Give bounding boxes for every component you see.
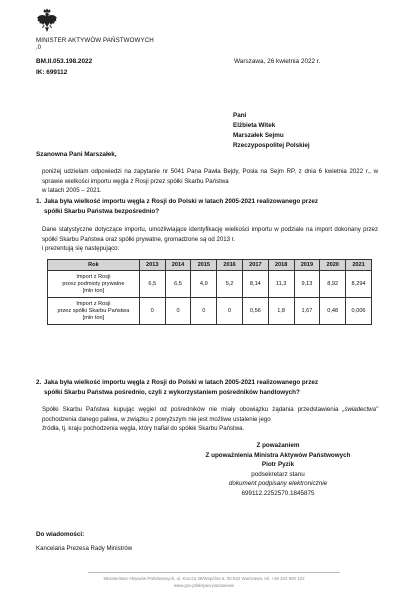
table-cell: 0	[191, 298, 217, 325]
addressee-line: Pani	[233, 112, 247, 119]
question-number: 2.	[36, 379, 42, 386]
answer-last-line: i prezentują się następująco:	[42, 245, 120, 253]
table-header-row	[48, 260, 372, 271]
question-2	[36, 378, 380, 398]
signature-note: dokument podpisany elektronicznie	[228, 480, 328, 488]
answer-last-line: źródła, tj. kraju pochodzenia węgla, który trafiał do spółek Skarbu Państwa.	[42, 425, 245, 433]
authority: Z upoważnienia Ministra Aktywów Państwowych	[205, 451, 351, 459]
place-date: Warszawa, 26 kwietnia 2022 r.	[234, 58, 321, 65]
year-header: 2015	[191, 260, 217, 271]
table-cell: 0	[165, 298, 191, 325]
footer-address: Ministerstwo Aktywów Państwowych, ul. Krucza 36/Wspólna 6, 00-522 Warszawa, tel. +48 222 500 122	[103, 576, 305, 581]
table-cell: 0,48	[320, 298, 346, 325]
intro-last-line: w latach 2005 – 2021.	[42, 187, 102, 195]
row-label-line: Import z Rosji	[76, 300, 111, 307]
row-label-line: przez spółki Skarbu Państwa	[57, 307, 130, 314]
table-row	[48, 298, 372, 325]
table-cell: 8,294	[346, 271, 372, 298]
addressee-line: Marszałek Sejmu	[233, 132, 284, 139]
answer-italic: „świadectwa”	[342, 406, 378, 413]
signatory-position: podsekretarz stanu	[251, 470, 305, 478]
recipients-item: Kancelaria Prezesa Rady Ministrów	[36, 545, 133, 552]
year-header: 2019	[294, 260, 320, 271]
table-row	[48, 271, 372, 298]
table-cell: 8,14	[242, 271, 268, 298]
year-header: 2018	[268, 260, 294, 271]
ministry-subtitle: ,0	[36, 45, 42, 51]
signature-id: 699112.2252570.1845875	[241, 489, 315, 497]
footer-website[interactable]: www.gov.pl/aktywa-panstwowe	[173, 583, 235, 588]
row-label	[48, 298, 140, 325]
table-cell: 0	[217, 298, 243, 325]
row-label-line: [mln ton]	[82, 287, 105, 294]
recipients-heading: Do wiadomości:	[36, 531, 85, 538]
reference-number: BM.II.053.198.2022	[36, 58, 93, 65]
table-cell: 0,56	[242, 298, 268, 325]
table-cell: 6,5	[139, 271, 165, 298]
table-cell: 6,5	[165, 271, 191, 298]
year-header: 2017	[242, 260, 268, 271]
question-1	[36, 197, 380, 217]
regards: Z poważaniem	[256, 442, 300, 449]
answer-text: Dane statystyczne dotyczące importu, umożliwiające identyfikację wielkości importu w podziale na import dokonany przez spółki Skarbu Państwa oraz spółki prywatne, gromadzone są od 2013 r.	[42, 226, 378, 243]
ministry-name: MINISTER AKTYWÓW PAŃSTWOWYCH	[36, 37, 154, 44]
question-line: Jaka była wielkość importu węgla z Rosji do Polski w latach 2005-2021 realizowanego przez	[44, 379, 319, 386]
year-header: 2016	[217, 260, 243, 271]
table-cell: 1,67	[294, 298, 320, 325]
table-cell: 9,13	[294, 271, 320, 298]
table-cell: 0,006	[346, 298, 372, 325]
addressee-line: Elżbieta Witek	[233, 122, 276, 129]
table-header-cell: Rok	[48, 260, 140, 271]
closing-block	[178, 441, 378, 499]
question-number: 1.	[36, 198, 42, 205]
answer-text: Spółki Skarbu Państwa kupując węgiel od pośredników nie miały obowiązku żądania przedstawienia	[42, 406, 343, 413]
question-line: spółki Skarbu Państwa pośrednio, czyli z wykorzystaniem pośredników handlowych?	[44, 389, 300, 396]
question-line: Jaka była wielkość importu węgla z Rosji do Polski w latach 2005-2021 realizowanego przez	[44, 198, 319, 205]
row-label	[48, 271, 140, 298]
salutation: Szanowna Pani Marszałek,	[36, 151, 117, 158]
table-cell: 11,3	[268, 271, 294, 298]
intro-paragraph	[42, 167, 378, 196]
table-cell: 4,9	[191, 271, 217, 298]
ik-number: IK: 699112	[36, 69, 68, 76]
answer-1	[42, 225, 378, 254]
addressee-block	[233, 111, 310, 151]
row-label-line: Import z Rosji	[76, 273, 111, 280]
table-cell: 1,8	[268, 298, 294, 325]
row-label-line: przez podmioty prywatne	[62, 280, 125, 287]
intro-text: poniżej udzielam odpowiedzi na zapytanie nr 5041 Pana Pawła Bejdy, Posła na Sejm RP, z dnia 6 kwietnia 2022 r., w sprawie wielkości importu węgla z Rosji przez spółki Skarbu Państwa	[42, 168, 378, 185]
year-header: 2013	[139, 260, 165, 271]
answer-text: pochodzenia danego paliwa, w związku z powyższym nie jest możliwe ustalenie jego	[42, 415, 271, 423]
signatory-name: Piotr Pyzik	[261, 461, 295, 469]
year-header: 2020	[320, 260, 346, 271]
row-label-line: [mln ton]	[82, 314, 105, 321]
polish-eagle-emblem-icon	[36, 8, 58, 34]
question-line: spółki Skarbu Państwa bezpośrednio?	[44, 208, 160, 215]
table-cell: 0	[139, 298, 165, 325]
year-header: 2014	[165, 260, 191, 271]
year-header: 2021	[346, 260, 372, 271]
addressee-line: Rzeczypospolitej Polskiej	[233, 142, 310, 149]
import-table	[47, 259, 372, 325]
footer-divider	[88, 572, 340, 573]
table-cell: 8,92	[320, 271, 346, 298]
answer-2	[42, 405, 378, 434]
table-cell: 5,2	[217, 271, 243, 298]
